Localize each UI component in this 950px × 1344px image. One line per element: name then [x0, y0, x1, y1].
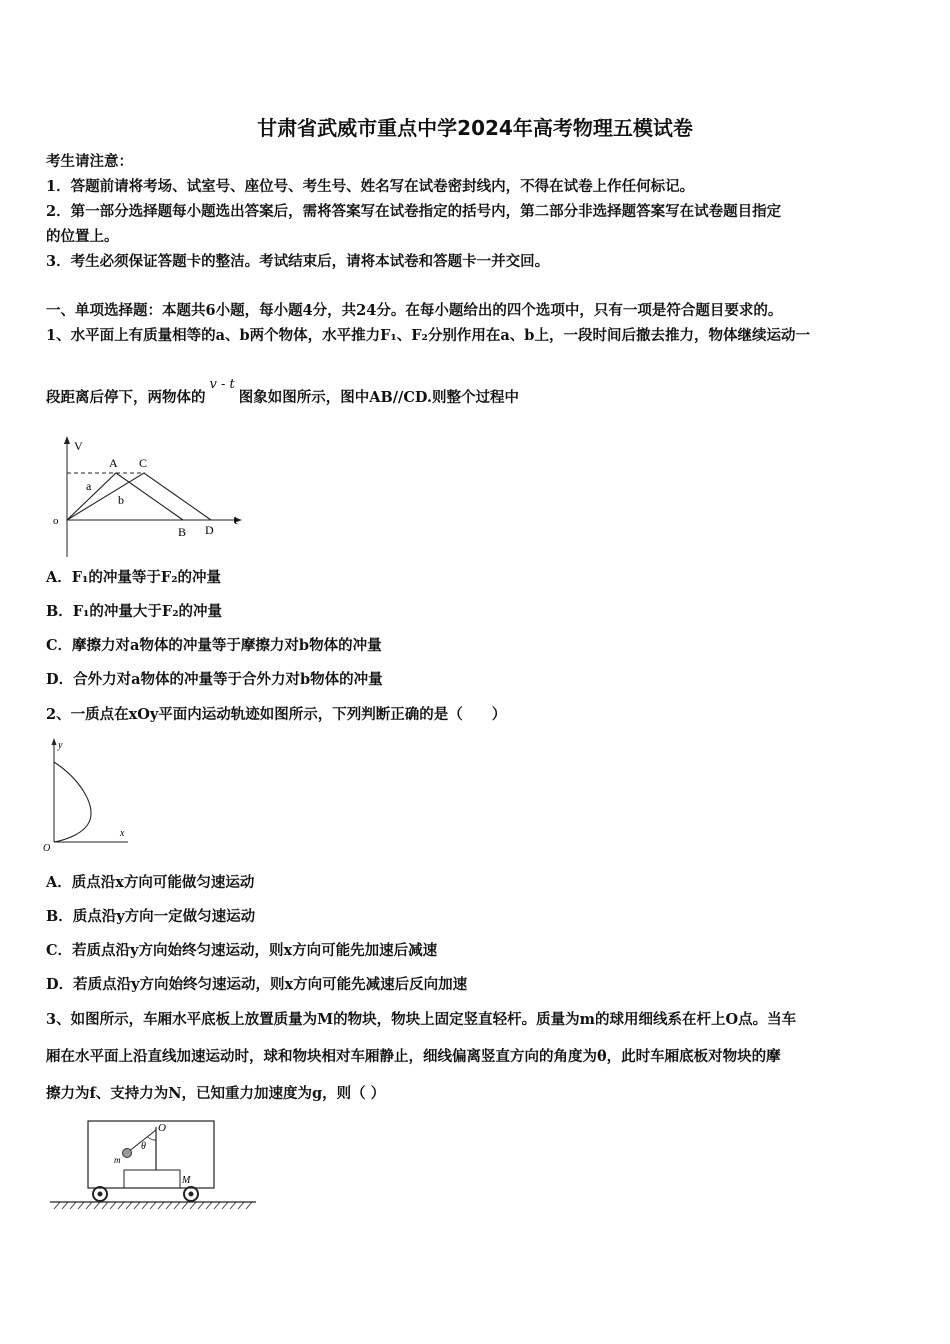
line-a	[67, 473, 183, 520]
y-axis-arrow	[52, 738, 57, 745]
ground-hatching	[54, 1202, 252, 1209]
y-label: y	[58, 740, 63, 751]
q1-stem-line2a: 段距离后停下，两物体的	[46, 389, 206, 406]
q2-option-a[interactable]: A．质点沿x方向可能做匀速运动	[46, 874, 255, 891]
notice-item-2-cont: 的位置上。	[46, 228, 119, 245]
left-wheel-hub	[98, 1192, 103, 1197]
q3-stem-line1: 3、如图所示，车厢水平底板上放置质量为M的物块，物块上固定竖直轻杆。质量为m的球用细线系在杆上O点。当车	[46, 1011, 797, 1028]
q1-vt-label: v - t	[209, 377, 235, 392]
origin-label: O	[43, 843, 51, 854]
block-M	[124, 1170, 180, 1188]
notice-item-2: 2．第一部分选择题每小题选出答案后，需将答案写在试卷指定的括号内，第二部分非选择题答案写在试卷题目指定	[46, 203, 782, 220]
v-axis-arrow	[64, 436, 70, 444]
q1-stem-line2	[46, 377, 906, 409]
label-O: O	[158, 1122, 166, 1134]
q2-stem: 2、一质点在xOy平面内运动轨迹如图所示，下列判断正确的是（ ）	[46, 706, 507, 723]
notice-item-1: 1．答题前请将考场、试室号、座位号、考生号、姓名写在试卷密封线内，不得在试卷上作任何标记。	[46, 178, 695, 195]
trajectory-curve	[54, 762, 91, 842]
section-heading: 一、单项选择题：本题共6小题，每小题4分，共24分。在每小题给出的四个选项中，只有一项是符合题目要求的。	[46, 302, 783, 319]
notice-heading: 考生请注意：	[46, 153, 133, 170]
q1-option-b[interactable]: B．F₁的冲量大于F₂的冲量	[46, 603, 223, 620]
x-label: x	[120, 828, 125, 839]
q2-option-b[interactable]: B．质点沿y方向一定做匀速运动	[46, 908, 256, 925]
page-title: 甘肃省武威市重点中学2024年高考物理五模试卷	[257, 116, 693, 140]
point-D-label: D	[205, 523, 214, 537]
label-theta: θ	[141, 1141, 146, 1152]
q3-stem-line2: 厢在水平面上沿直线加速运动时，球和物块相对车厢静止，细线偏离竖直方向的角度为θ，此时车厢底板对物块的摩	[46, 1048, 781, 1065]
q1-stem-line1: 1、水平面上有质量相等的a、b两个物体，水平推力F₁、F₂分别作用在a、b上，一段时间后撤去推力，物体继续运动一	[46, 327, 810, 344]
notice-item-3: 3．考生必须保证答题卡的整洁。考试结束后，请将本试卷和答题卡一并交回。	[46, 253, 550, 270]
line-a-label: a	[86, 479, 92, 493]
label-m: m	[114, 1155, 121, 1165]
q1-option-d[interactable]: D．合外力对a物体的冲量等于合外力对b物体的冲量	[46, 671, 383, 688]
q1-option-a[interactable]: A．F₁的冲量等于F₂的冲量	[46, 569, 222, 586]
t-label: t	[234, 512, 238, 527]
q1-stem-line2b: 图象如图所示，图中AB//CD.则整个过程中	[238, 389, 519, 406]
q3-stem-line3: 擦力为f、支持力为N，已知重力加速度为g，则（ ）	[46, 1085, 386, 1102]
q1-vt-graph	[50, 432, 250, 562]
q2-option-d[interactable]: D．若质点沿y方向始终匀速运动，则x方向可能先减速后反向加速	[46, 976, 468, 993]
angle-arc	[148, 1137, 156, 1140]
label-M: M	[182, 1175, 191, 1186]
right-wheel-hub	[189, 1192, 194, 1197]
origin-label: o	[53, 515, 59, 527]
ball-m	[123, 1149, 132, 1158]
q1-option-c[interactable]: C．摩擦力对a物体的冲量等于摩擦力对b物体的冲量	[46, 637, 382, 654]
q3-cart-figure	[44, 1116, 264, 1216]
cart-body	[88, 1121, 214, 1188]
q2-option-c[interactable]: C．若质点沿y方向始终匀速运动，则x方向可能先加速后减速	[46, 942, 438, 959]
point-C-label: C	[139, 456, 148, 470]
point-B-label: B	[178, 525, 187, 539]
line-b-label: b	[118, 493, 124, 507]
v-label: V	[74, 439, 83, 453]
q2-trajectory-graph	[40, 734, 140, 854]
point-A-label: A	[109, 456, 118, 470]
